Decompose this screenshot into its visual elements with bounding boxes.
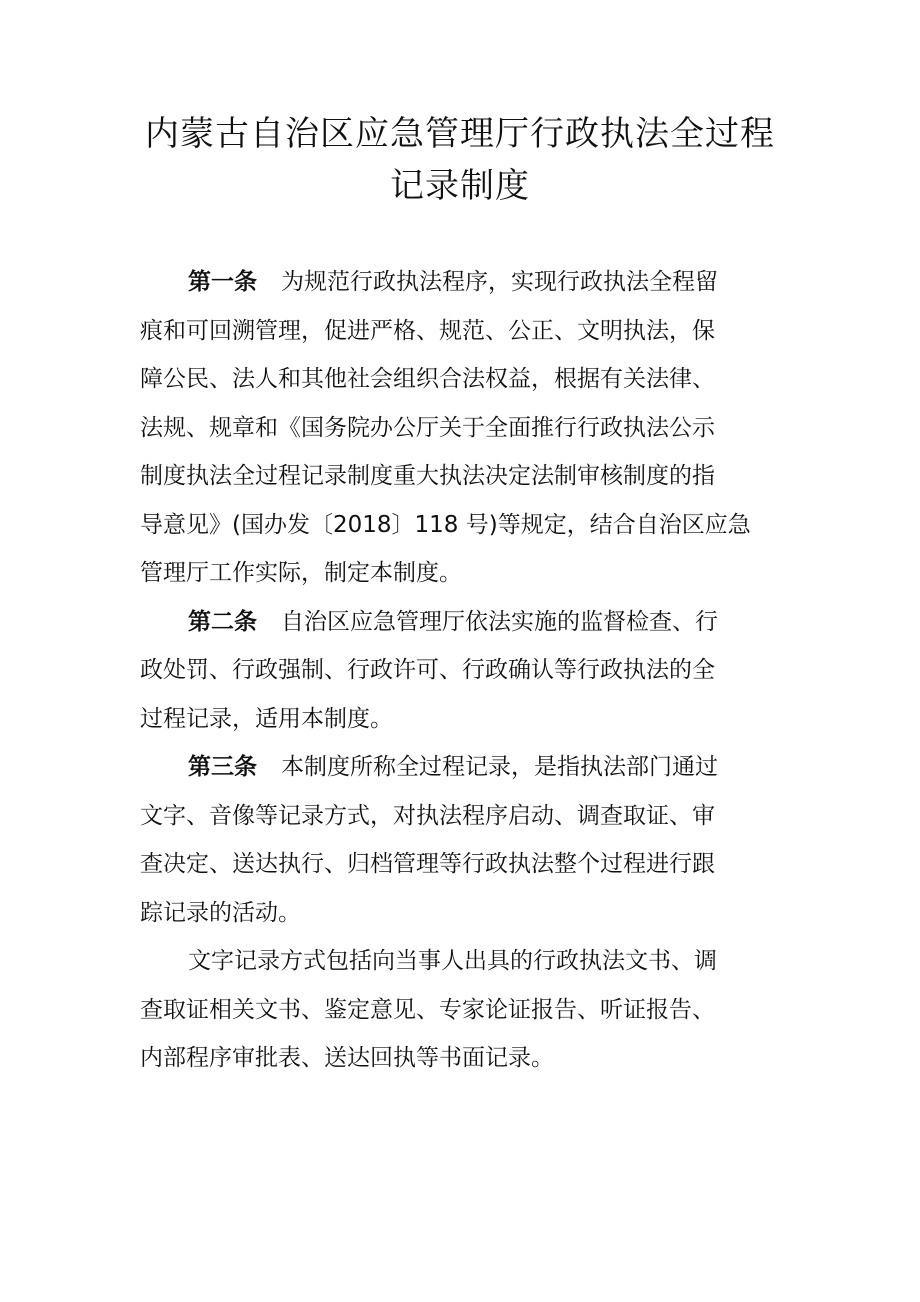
article-1 [140, 258, 766, 598]
article-number: 第三条 [188, 754, 257, 780]
paragraph-line: 法规、规章和《国务院办公厅关于全面推行行政执法公示 [140, 414, 715, 441]
paragraph-line: 内部程序审批表、送达回执等书面记录。 [140, 1045, 554, 1071]
article-2 [140, 598, 766, 744]
paragraph-text: 本制度所称全过程记录，是指执法部门通过 [281, 754, 718, 780]
paragraph-line [140, 258, 766, 307]
paragraph-line: 痕和可回溯管理，促进严格、规范、公正、文明执法，保 [140, 317, 715, 344]
paragraph-text-records [140, 937, 766, 1083]
paragraph-line: 障公民、法人和其他社会组织合法权益，根据有关法律、 [140, 366, 715, 392]
paragraph-line [140, 598, 766, 647]
paragraph-line: 政处罚、行政强制、行政许可、行政确认等行政执法的全 [140, 657, 715, 683]
paragraph-line: 过程记录，适用本制度。 [140, 705, 393, 732]
paragraph-line: 踪记录的活动。 [140, 899, 301, 926]
document-title [100, 108, 820, 212]
paragraph-line: 查取证相关文书、鉴定意见、专家论证报告、听证报告、 [140, 996, 715, 1023]
article-number: 第一条 [188, 269, 257, 295]
paragraph-text: 自治区应急管理厅依法实施的监督检查、行 [281, 608, 718, 635]
title-line-2: 记录制度 [390, 166, 530, 206]
article-3 [140, 743, 766, 937]
paragraph-line: 文字、音像等记录方式，对执法程序启动、调查取证、审 [140, 802, 715, 829]
paragraph-text: 为规范行政执法程序，实现行政执法全程留 [281, 269, 718, 295]
document-body [140, 258, 766, 1083]
paragraph-line: 制度执法全过程记录制度重大执法决定法制审核制度的指 [140, 463, 715, 489]
paragraph-line: 导意见》(国办发〔2018〕118 号)等规定，结合自治区应急 [140, 511, 751, 538]
paragraph-line: 查决定、送达执行、归档管理等行政执法整个过程进行跟 [140, 851, 715, 877]
paragraph-line: 文字记录方式包括向当事人出具的行政执法文书、调 [188, 948, 717, 974]
paragraph-line [140, 743, 766, 792]
paragraph-line: 管理厅工作实际，制定本制度。 [140, 560, 462, 586]
article-number: 第二条 [188, 608, 257, 635]
title-line-1: 内蒙古自治区应急管理厅行政执法全过程 [145, 114, 775, 154]
